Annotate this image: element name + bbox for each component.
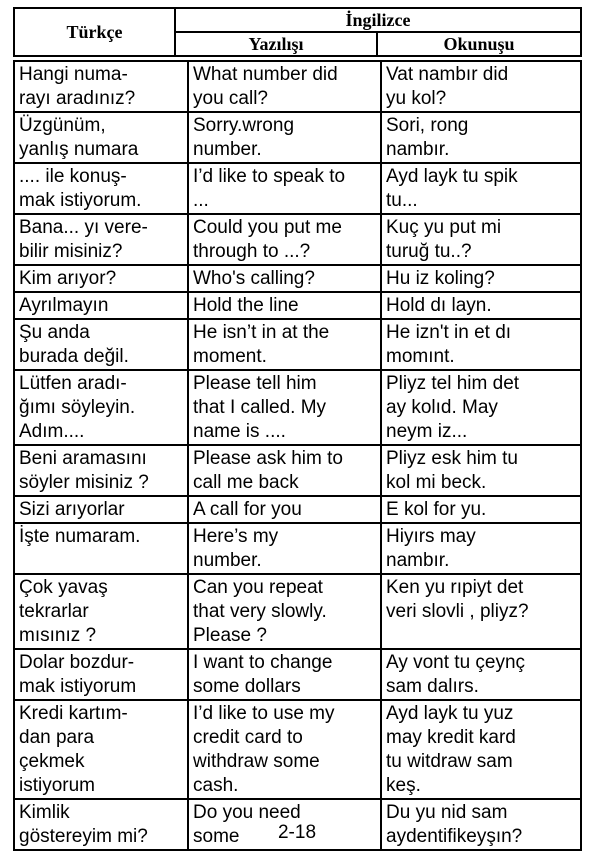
pronunciation-cell: Ken yu rıpiyt det veri slovli , pliyz? [381, 574, 581, 649]
turkish-cell: Sizi arıyorlar [14, 496, 188, 523]
header-turkish: Türkçe [14, 8, 175, 56]
table-row [14, 61, 581, 112]
table-row [14, 574, 581, 649]
turkish-cell: Ayrılmayın [14, 292, 188, 319]
pronunciation-cell: Hold dı layn. [381, 292, 581, 319]
english-cell: Here’s my number. [188, 523, 381, 574]
english-cell: I want to change some dollars [188, 649, 381, 700]
phrase-table [13, 60, 582, 851]
english-cell: Sorry.wrong number. [188, 112, 381, 163]
table-row [14, 370, 581, 445]
english-cell: Do you need some [188, 799, 381, 850]
turkish-cell: Dolar bozdur- mak istiyorum [14, 649, 188, 700]
english-cell: Please ask him to call me back [188, 445, 381, 496]
english-cell: Can you repeat that very slowly. Please ? [188, 574, 381, 649]
turkish-cell: Lütfen aradı- ğımı söyleyin. Adım.... [14, 370, 188, 445]
english-cell: He isn’t in at the moment. [188, 319, 381, 370]
header-written: Yazılışı [175, 32, 377, 56]
table-row [14, 292, 581, 319]
pronunciation-cell: Pliyz tel him det ay kolıd. May neym iz... [381, 370, 581, 445]
english-cell: Please tell him that I called. My name is .... [188, 370, 381, 445]
pronunciation-cell: Ay vont tu çeynç sam dalırs. [381, 649, 581, 700]
table-row [14, 523, 581, 574]
pronunciation-cell: Pliyz esk him tu kol mi beck. [381, 445, 581, 496]
pronunciation-cell: Kuç yu put mi turuğ tu..? [381, 214, 581, 265]
pronunciation-cell: Hiyırs may nambır. [381, 523, 581, 574]
turkish-cell: Kredi kartım- dan para çekmek istiyorum [14, 700, 188, 799]
turkish-cell: Hangi numa- rayı aradınız? [14, 61, 188, 112]
page-number: 2-18 [277, 822, 317, 843]
english-cell: I’d like to use my credit card to withdraw some cash. [188, 700, 381, 799]
turkish-cell: Kimlik göstereyim mi? [14, 799, 188, 850]
english-cell: What number did you call? [188, 61, 381, 112]
pronunciation-cell: Ayd layk tu spik tu... [381, 163, 581, 214]
table-row [14, 265, 581, 292]
table-row [14, 112, 581, 163]
table-row [14, 319, 581, 370]
turkish-cell: Kim arıyor? [14, 265, 188, 292]
turkish-cell: Çok yavaş tekrarlar mısınız ? [14, 574, 188, 649]
turkish-cell: Beni aramasını söyler misiniz ? [14, 445, 188, 496]
pronunciation-cell: Ayd layk tu yuz may kredit kard tu witdraw sam keş. [381, 700, 581, 799]
header-english: İngilizce [175, 8, 581, 32]
turkish-cell: Şu anda burada değil. [14, 319, 188, 370]
turkish-cell: .... ile konuş- mak istiyorum. [14, 163, 188, 214]
column-header-table [13, 7, 582, 57]
english-cell: Hold the line [188, 292, 381, 319]
pronunciation-cell: E kol for yu. [381, 496, 581, 523]
turkish-cell: Bana... yı vere- bilir misiniz? [14, 214, 188, 265]
table-row [14, 214, 581, 265]
table-row [14, 496, 581, 523]
header-pronunciation: Okunuşu [377, 32, 581, 56]
english-cell: I’d like to speak to ... [188, 163, 381, 214]
turkish-cell: İşte numaram. [14, 523, 188, 574]
table-row [14, 649, 581, 700]
pronunciation-cell: Sori, rong nambır. [381, 112, 581, 163]
pronunciation-cell: Vat nambır did yu kol? [381, 61, 581, 112]
table-row [14, 700, 581, 799]
english-cell: Could you put me through to ...? [188, 214, 381, 265]
table-row [14, 163, 581, 214]
english-cell: Who's calling? [188, 265, 381, 292]
english-cell: A call for you [188, 496, 381, 523]
pronunciation-cell: Hu iz koling? [381, 265, 581, 292]
table-row [14, 445, 581, 496]
turkish-cell: Üzgünüm, yanlış numara [14, 112, 188, 163]
pronunciation-cell: He izn't in et dı momınt. [381, 319, 581, 370]
pronunciation-cell: Du yu nid sam aydentifikeyşın? [381, 799, 581, 850]
